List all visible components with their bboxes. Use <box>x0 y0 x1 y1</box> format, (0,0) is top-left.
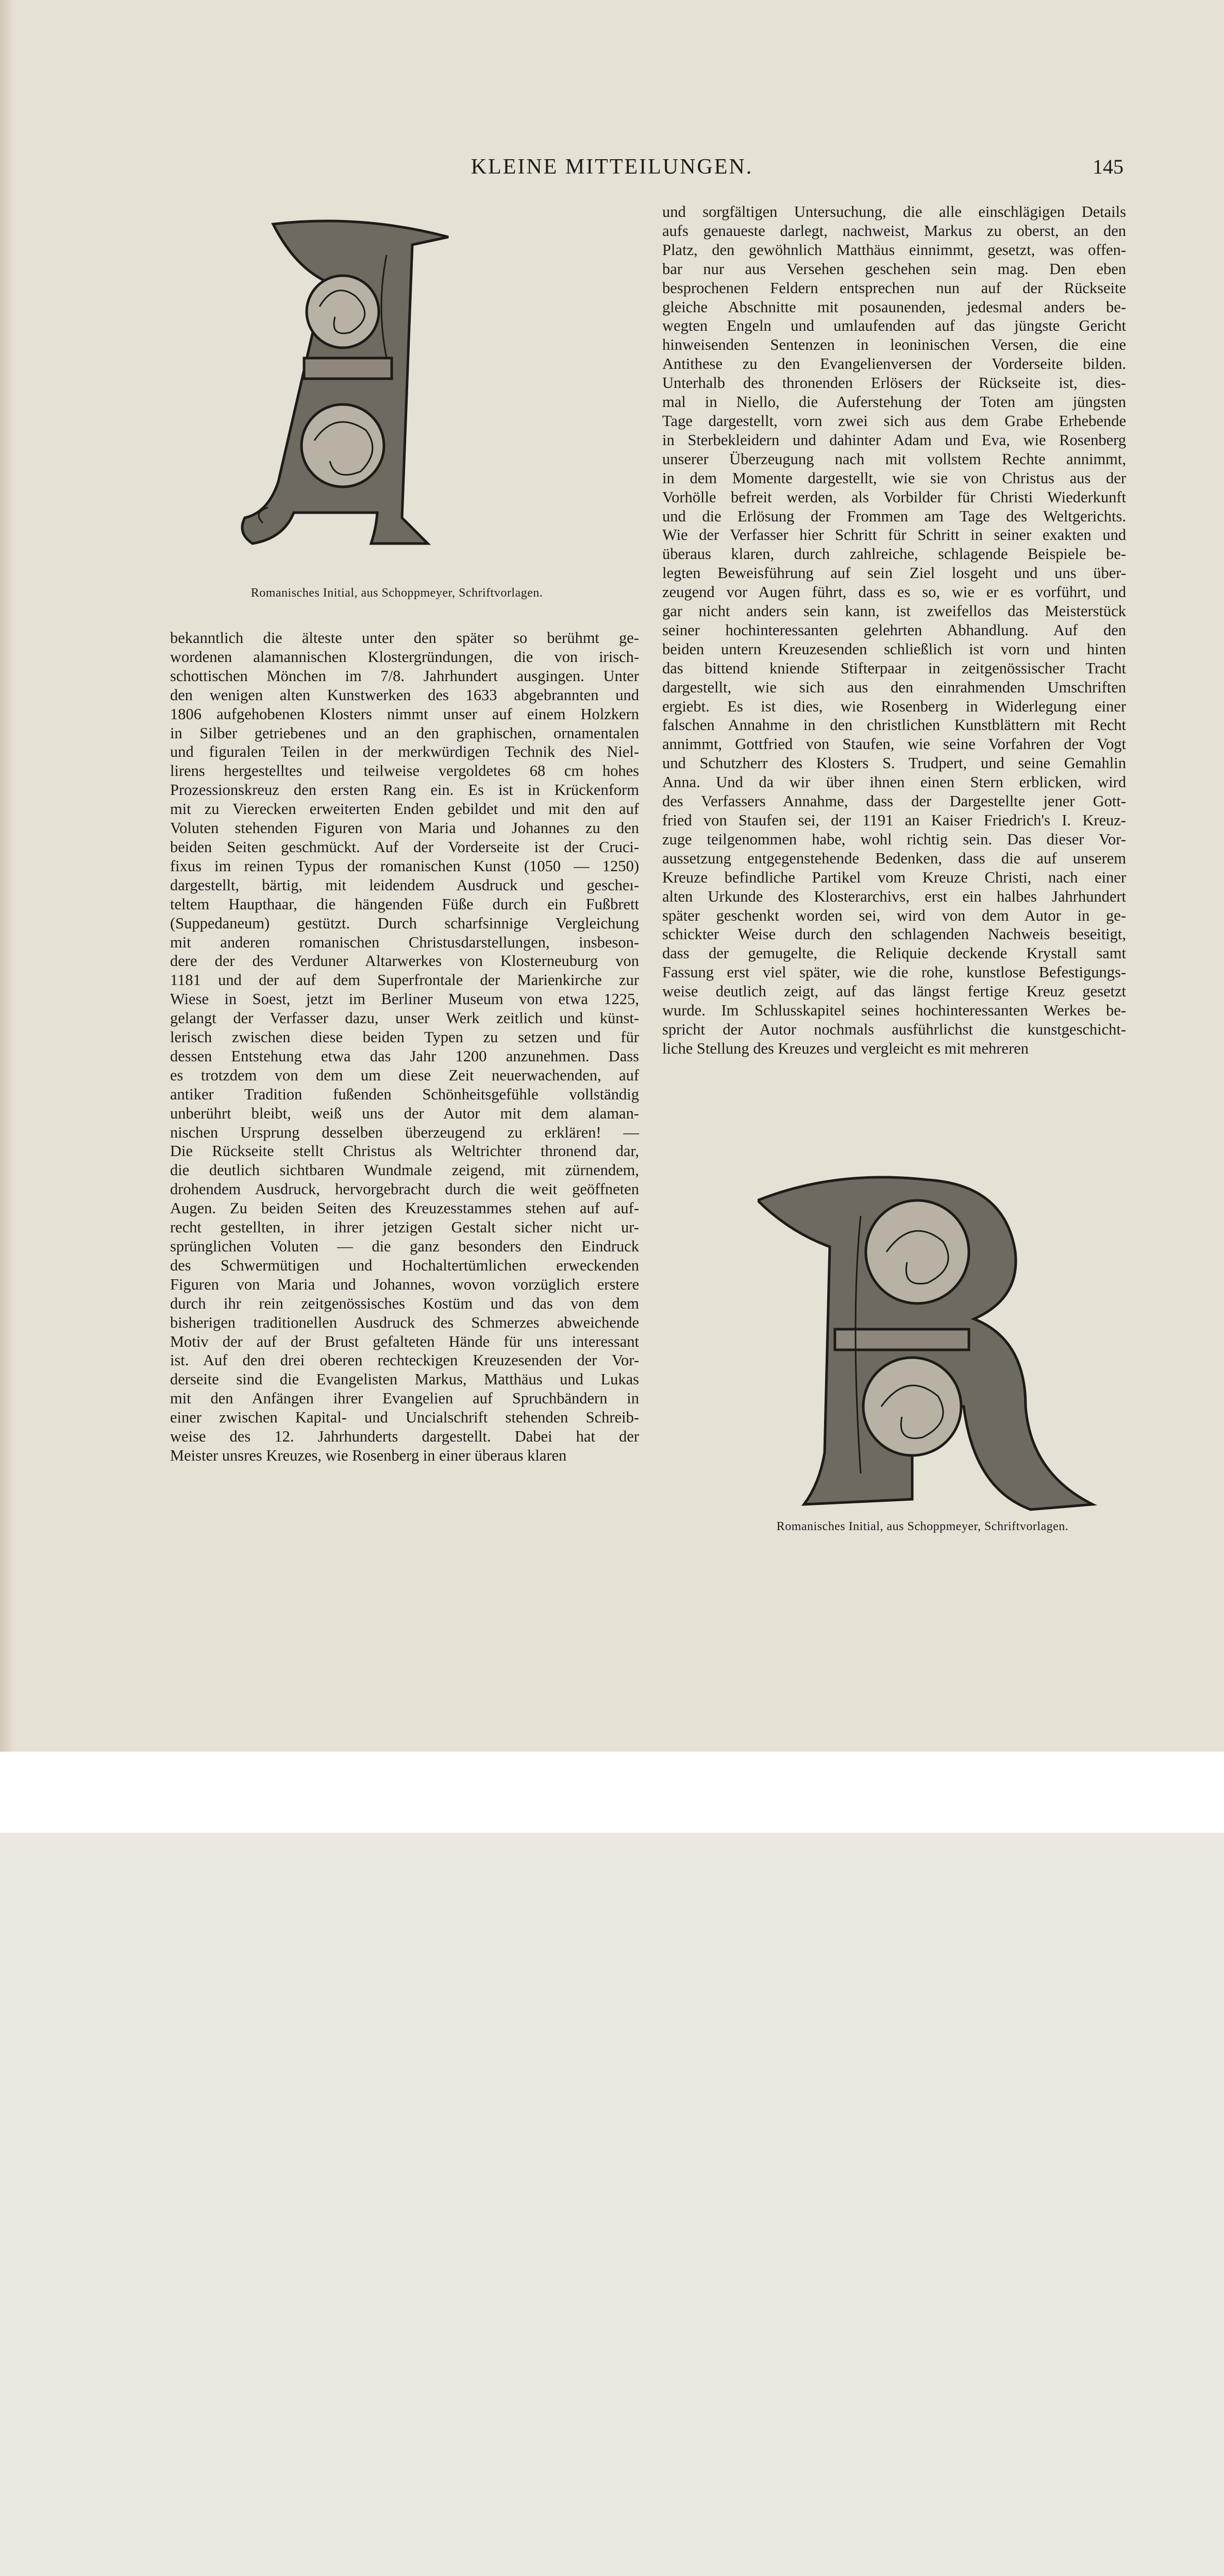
text-line: hinweisenden Sentenzen in leoninischen Versen, die eine <box>662 336 1126 354</box>
text-line: schottischen Mönchen im 7/8. Jahrhundert ausgingen. Unter <box>170 667 639 685</box>
text-line: dargestellt, wie sich aus den einrahmenden Umschriften <box>662 678 1126 696</box>
text-column-right <box>662 202 1126 1058</box>
text-line: weise des 12. Jahrhunderts dargestellt. Dabei hat der <box>170 1428 639 1446</box>
text-line: unberührt bleibt, weiß uns der Autor mit dem alaman- <box>170 1104 639 1122</box>
text-line: lirens hergestelltes und teilweise vergoldetes 68 cm hohes <box>170 762 639 780</box>
text-line: überaus klaren, durch zahlreiche, schlagende Beispiele be- <box>662 545 1126 563</box>
text-line: teltem Haupthaar, die hängenden Füße durch ein Fußbrett <box>170 895 639 913</box>
text-line: Fassung erst viel später, wie die rohe, kunstlose Befestigungs- <box>662 963 1126 981</box>
text-line: legten Beweisführung auf sein Ziel losgeht und uns über- <box>662 564 1126 582</box>
text-line: durch ihr rein zeitgenössisches Kostüm und das von dem <box>170 1294 639 1312</box>
text-line: mal in Niello, die Auferstehung der Toten am jüngsten <box>662 393 1126 411</box>
text-line: bisherigen traditionellen Ausdruck des Schmerzes abweichende <box>170 1313 639 1331</box>
text-line: unserer Überzeugung nach mit vollstem Rechte annimmt, <box>662 450 1126 468</box>
text-line: und figuralen Teilen in der merkwürdigen Technik des Niel- <box>170 743 639 761</box>
text-line: beiden untern Kreuzesenden schließlich ist vorn und hinten <box>662 640 1126 658</box>
text-line: recht gestellten, in ihrer jetzigen Gestalt sicher nicht ur- <box>170 1218 639 1236</box>
text-line: gleiche Abschnitte mit posaunenden, jedesmal anders be- <box>662 298 1126 316</box>
text-line: ergiebt. Es ist dies, wie Rosenberg in Widerlegung einer <box>662 697 1126 715</box>
romanesque-initial-a-image <box>232 204 557 559</box>
text-line: dass der gemugelte, die Reliquie deckende Krystall samt <box>662 944 1126 962</box>
text-line: nischen Ursprung desselben überzeugend zu erklären! — <box>170 1123 639 1141</box>
text-line: derseite sind die Evangelisten Markus, Matthäus und Lukas <box>170 1370 639 1388</box>
text-line: bekanntlich die älteste unter den später so berühmt ge- <box>170 629 639 647</box>
text-line: beiden Seiten geschmückt. Auf der Vorderseite ist der Cruci- <box>170 838 639 856</box>
text-line: zuge teilgenommen habe, wohl richtig sein. Das dieser Vor- <box>662 830 1126 848</box>
digitization-footer <box>0 1752 1224 1833</box>
text-line: mit den Anfängen ihrer Evangelien auf Spruchbändern in <box>170 1389 639 1408</box>
text-line: bar nur aus Versehen geschehen sein mag. Den eben <box>662 260 1126 278</box>
text-line: Tage dargestellt, vorn zwei sich aus dem Grabe Erhebende <box>662 412 1126 430</box>
text-line: zeugend vor Augen führt, dass es so, wie er es vorführt, und <box>662 583 1126 601</box>
text-line: einer zwischen Kapital- und Uncialschrift stehenden Schreib- <box>170 1409 639 1427</box>
text-line: Unterhalb des thronenden Erlösers der Rückseite ist, dies- <box>662 374 1126 392</box>
text-line: antiker Tradition fußenden Schönheitsgefühle vollständig <box>170 1085 639 1103</box>
text-line: mit zu Vierecken erweiterten Enden gebildet und mit den auf <box>170 800 639 818</box>
text-line: die deutlich sichtbaren Wundmale zeigend, mit zürnendem, <box>170 1161 639 1179</box>
text-line: Augen. Zu beiden Seiten des Kreuzesstammes stehen auf auf- <box>170 1199 639 1217</box>
text-line: und sorgfältigen Untersuchung, die alle einschlägigen Details <box>662 203 1126 221</box>
page-number: 145 <box>1093 155 1124 178</box>
text-line: aussetzung entgegenstehende Bedenken, dass die auf unserem <box>662 849 1126 867</box>
text-line: in Sterbekleidern und dahinter Adam und Eva, wie Rosenberg <box>662 431 1126 449</box>
romanesque-initial-r-image <box>758 1164 1113 1520</box>
text-line: Die Rückseite stellt Christus als Weltrichter thronend dar, <box>170 1142 639 1160</box>
text-line: wordenen alamannischen Klostergründungen, die von irisch- <box>170 648 639 666</box>
text-line: weise deutlich zeigt, auf das längst fertige Kreuz gesetzt <box>662 982 1126 1001</box>
text-line: alten Urkunde des Klosterarchivs, erst ein halbes Jahrhundert <box>662 887 1126 905</box>
text-line: dargestellt, bärtig, mit leidendem Ausdruck und gescheı- <box>170 876 639 894</box>
text-line: wegten Engeln und umlaufenden auf das jüngste Gericht <box>662 317 1126 335</box>
figure-caption-top: Romanisches Initial, aus Schoppmeyer, Schriftvorlagen. <box>250 586 543 600</box>
text-line: in dem Momente dargestellt, wie sie von Christus aus der <box>662 469 1126 487</box>
text-line: schickter Weise durch den schlagenden Nachweis beseitigt, <box>662 925 1126 943</box>
text-line: das bittend kniende Stifterpaar in zeitgenössischer Tracht <box>662 659 1126 677</box>
text-line: fried von Staufen sei, der 1191 an Kaiser Friedrich's I. Kreuz- <box>662 811 1126 829</box>
text-column-left <box>170 629 639 1465</box>
text-line: des Schwermütigen und Hochaltertümlichen erweckenden <box>170 1256 639 1274</box>
text-line: in Silber getriebenes und an den graphischen, ornamentalen <box>170 724 639 742</box>
text-line: spricht der Autor nochmals ausführlichst die kunstgeschicht- <box>662 1020 1126 1038</box>
text-line: und die Erlösung der Frommen am Tage des Weltgerichts. <box>662 507 1126 525</box>
text-line: Figuren von Maria und Johannes, wovon vorzüglich erstere <box>170 1275 639 1293</box>
text-line: Voluten stehenden Figuren von Maria und Johannes zu den <box>170 819 639 837</box>
text-line: Wie der Verfasser hier Schritt für Schritt in seiner exakten und <box>662 526 1126 544</box>
text-line: des Verfassers Annahme, dass der Dargestellte jener Gott- <box>662 792 1126 810</box>
text-line: Vorhölle befreit werden, als Vorbilder für Christi Wiederkunft <box>662 488 1126 506</box>
text-line: später geschenkt worden sei, wird von dem Autor in ge- <box>662 906 1126 924</box>
text-line: lerisch zwischen diese beiden Typen zu setzen und für <box>170 1028 639 1046</box>
page-edge-shadow <box>0 0 14 1752</box>
text-line: Prozessionskreuz den ersten Rang ein. Es ist in Krückenform <box>170 781 639 799</box>
text-line: annimmt, Gottfried von Staufen, wie seine Vorfahren der Vogt <box>662 735 1126 753</box>
text-line: 1181 und der auf dem Superfrontale der Marienkirche zur <box>170 971 639 989</box>
text-line: aufs genaueste darlegt, nachweist, Markus zu oberst, an den <box>662 222 1126 240</box>
text-line: ist. Auf den drei oberen rechteckigen Kreuzesenden der Vor- <box>170 1351 639 1369</box>
text-line: falschen Annahme in den christlichen Kunstblättern mit Recht <box>662 716 1126 734</box>
text-line: Meister unsres Kreuzes, wie Rosenberg in einer überaus klaren <box>170 1446 567 1464</box>
running-header: KLEINE MITTEILUNGEN. <box>471 155 753 179</box>
text-line: gelangt der Verfasser dazu, unser Werk zeitlich und künst- <box>170 1009 639 1027</box>
figure-caption-bottom: Romanisches Initial, aus Schoppmeyer, Schriftvorlagen. <box>776 1520 1069 1533</box>
text-line: dessen Entstehung etwa das Jahr 1200 anzunehmen. Dass <box>170 1047 639 1065</box>
text-line: Wiese in Soest, jetzt im Berliner Museum von etwa 1225, <box>170 990 639 1008</box>
text-line: Antithese zu den Evangelienversen der Vorderseite bilden. <box>662 355 1126 373</box>
text-line: besprochenen Feldern entsprechen nun auf der Rückseite <box>662 279 1126 297</box>
text-line: seiner hochinteressanten gelehrten Abhandlung. Auf den <box>662 621 1126 639</box>
text-line: und Schutzherr des Klosters S. Trudpert, und seine Gemahlin <box>662 754 1126 772</box>
text-line: den wenigen alten Kunstwerken des 1633 abgebrannten und <box>170 686 639 704</box>
text-line: drohendem Ausdruck, hervorgebracht durch die weit geöffneten <box>170 1180 639 1198</box>
text-line: liche Stellung des Kreuzes und vergleicht es mit mehreren <box>662 1039 1029 1057</box>
text-line: 1806 aufgehobenen Klosters nimmt unser auf einem Holzkern <box>170 705 639 723</box>
text-line: Anna. Und da wir über ihnen einen Stern erblicken, wird <box>662 773 1126 791</box>
text-line: wurde. Im Schlusskapitel seines hochinteressanten Werkes be- <box>662 1002 1126 1020</box>
text-line: Kreuze befindliche Partikel vom Kreuze Christi, nach einer <box>662 868 1126 886</box>
text-line: gar nicht anders sein kann, ist zweifellos das Meisterstück <box>662 602 1126 620</box>
text-line: fixus im reinen Typus der romanischen Kunst (1050 — 1250) <box>170 857 639 875</box>
text-line: es trotzdem von dem um diese Zeit neuerwachenden, auf <box>170 1066 639 1084</box>
text-line: mit anderen romanischen Christusdarstellungen, insbeson- <box>170 933 639 951</box>
text-line: (Suppedaneum) gestützt. Durch scharfsinnige Vergleichung <box>170 914 639 932</box>
text-line: Platz, den gewöhnlich Matthäus einnimmt, gesetzt, was offen- <box>662 241 1126 259</box>
text-line: Motiv der auf der Brust gefalteten Hände für uns interessant <box>170 1332 639 1350</box>
text-line: sprünglichen Voluten — die ganz besonders den Eindruck <box>170 1238 639 1255</box>
text-line: dere der des Verduner Altarwerkes von Klosterneuburg von <box>170 952 639 970</box>
